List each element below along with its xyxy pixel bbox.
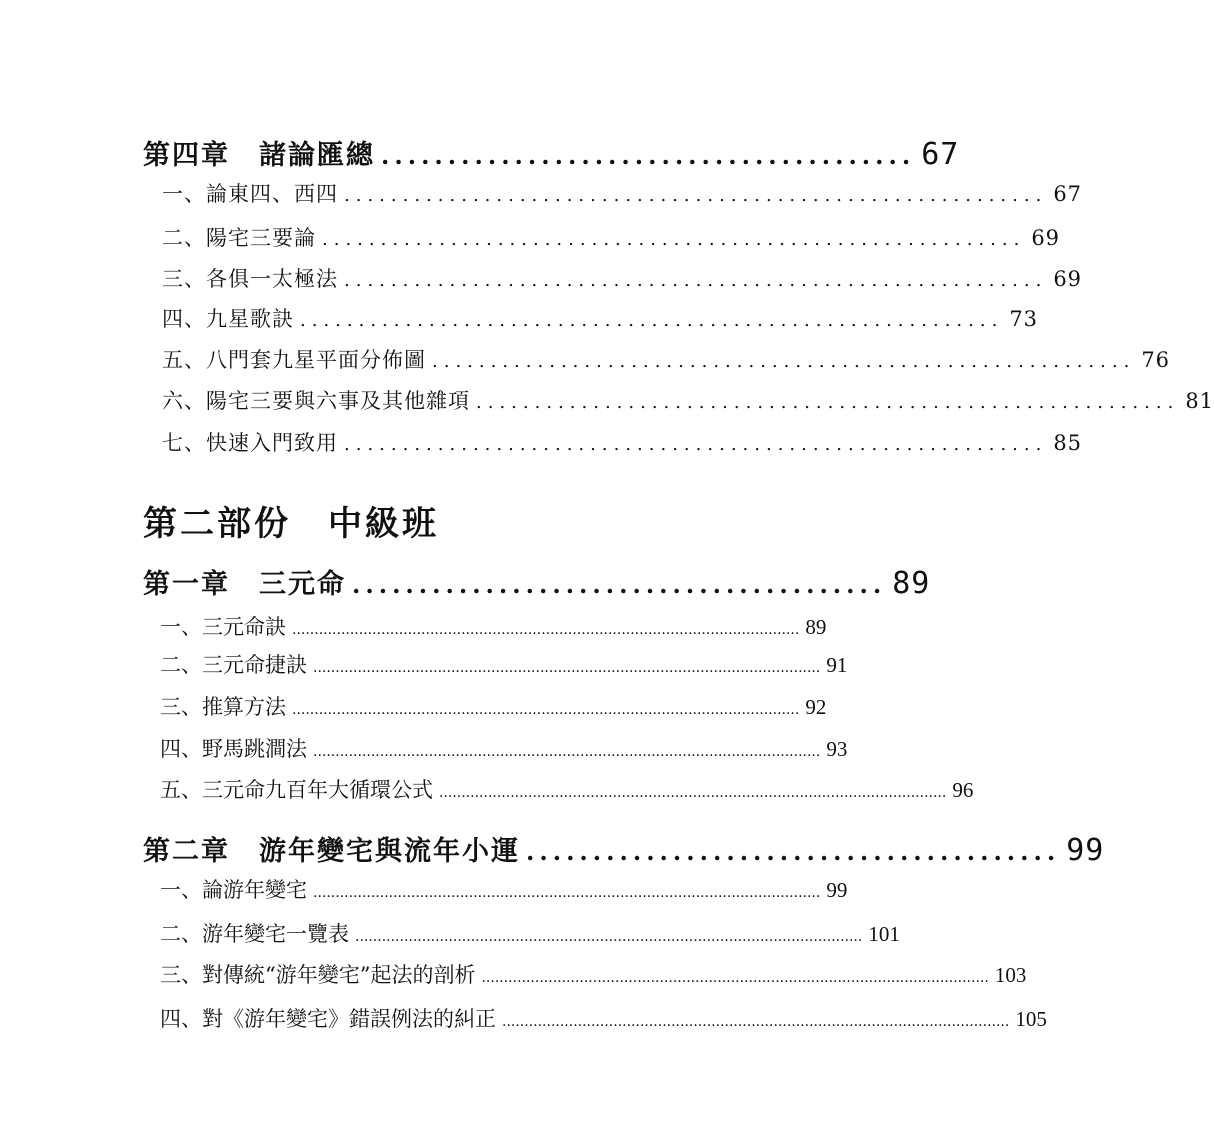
entry-label: 一、論東四、西四 [162, 182, 338, 206]
entry-label: 四、對《游年變宅》錯誤例法的糾正 [160, 1007, 496, 1031]
entry-label: 三、各俱一太極法 [162, 267, 338, 291]
entry-label: 三、推算方法 [160, 695, 286, 719]
chapter-title: 第一章 三元命 [143, 569, 346, 600]
toc-entry [160, 918, 900, 948]
toc-entry [162, 303, 1039, 333]
toc-entry [160, 774, 974, 804]
entry-label: 一、三元命訣 [160, 615, 286, 639]
page-number: 92 [805, 695, 827, 719]
page-number: 89 [805, 615, 827, 639]
toc-entry [162, 178, 1083, 208]
entry-label: 六、陽宅三要與六事及其他雜項 [162, 389, 470, 413]
dot-leader: ........................................ [526, 837, 1061, 866]
page-number: 101 [868, 922, 900, 946]
page-number: 103 [994, 963, 1027, 987]
entry-label: 二、游年變宅一覽表 [160, 922, 349, 946]
dot-leader: .................................................................................................................. [502, 1014, 1010, 1030]
page-number: 99 [826, 878, 848, 902]
dot-leader: ............................................................ [322, 229, 1026, 250]
toc-entry [160, 1003, 1047, 1033]
toc-entry [162, 222, 1061, 252]
chapter-2-heading [143, 829, 1105, 868]
toc-entry [160, 611, 827, 641]
dot-leader: .................................................................................................................. [313, 885, 821, 901]
page-number: 105 [1015, 1007, 1047, 1031]
page-number: 93 [826, 737, 848, 761]
dot-leader: ........................................ [381, 141, 916, 170]
entry-label: 五、八門套九星平面分佈圖 [162, 348, 426, 372]
dot-leader: .................................................................................................................. [292, 622, 800, 638]
entry-label: 四、九星歌訣 [162, 307, 294, 331]
page-number: 85 [1053, 431, 1083, 455]
dot-leader: .................................................................................................................. [292, 702, 800, 718]
entry-label: 二、三元命捷訣 [160, 653, 307, 677]
entry-label: 一、論游年變宅 [160, 878, 307, 902]
toc-entry [162, 385, 1214, 415]
toc-entry [160, 691, 827, 721]
page-number: 76 [1141, 348, 1171, 372]
chapter-1-heading [143, 562, 931, 601]
toc-entry [160, 649, 848, 679]
dot-leader: .................................................................................................................. [355, 929, 863, 945]
page-number: 67 [921, 137, 960, 172]
part-title: 第二部份 中級班 [143, 504, 439, 544]
dot-leader: ............................................................ [476, 392, 1180, 413]
toc-entry [162, 427, 1083, 457]
page-number: 73 [1009, 307, 1039, 331]
entry-label: 二、陽宅三要論 [162, 226, 316, 250]
page-number: 69 [1053, 267, 1083, 291]
toc-entry [162, 263, 1083, 293]
page-number: 99 [1066, 833, 1105, 868]
dot-leader: ............................................................ [432, 351, 1136, 372]
page-number: 69 [1031, 226, 1061, 250]
toc-entry [160, 959, 1027, 989]
dot-leader: .................................................................................................................. [481, 970, 989, 986]
dot-leader: ........................................ [352, 570, 887, 599]
page-number: 67 [1053, 182, 1083, 206]
dot-leader: .................................................................................................................. [313, 660, 821, 676]
dot-leader: ............................................................ [344, 434, 1048, 455]
page-number: 91 [826, 653, 848, 677]
dot-leader: .................................................................................................................. [439, 785, 947, 801]
dot-leader: ............................................................ [344, 270, 1048, 291]
entry-label: 四、野馬跳澗法 [160, 737, 307, 761]
toc-entry [160, 733, 848, 763]
dot-leader: .................................................................................................................. [313, 744, 821, 760]
page-number: 89 [892, 566, 931, 601]
entry-label: 七、快速入門致用 [162, 431, 338, 455]
entry-label: 五、三元命九百年大循環公式 [160, 778, 433, 802]
page-number: 96 [952, 778, 974, 802]
chapter-title: 第四章 諸論匯總 [143, 140, 375, 171]
toc-entry [162, 344, 1171, 374]
entry-label: 三、對傳統“游年變宅”起法的剖析 [160, 963, 476, 987]
toc-entry [160, 874, 848, 904]
dot-leader: ............................................................ [300, 310, 1004, 331]
chapter-4-heading [143, 133, 960, 172]
page-number: 81 [1185, 389, 1214, 413]
chapter-title: 第二章 游年變宅與流年小運 [143, 836, 520, 867]
dot-leader: ............................................................ [344, 185, 1048, 206]
